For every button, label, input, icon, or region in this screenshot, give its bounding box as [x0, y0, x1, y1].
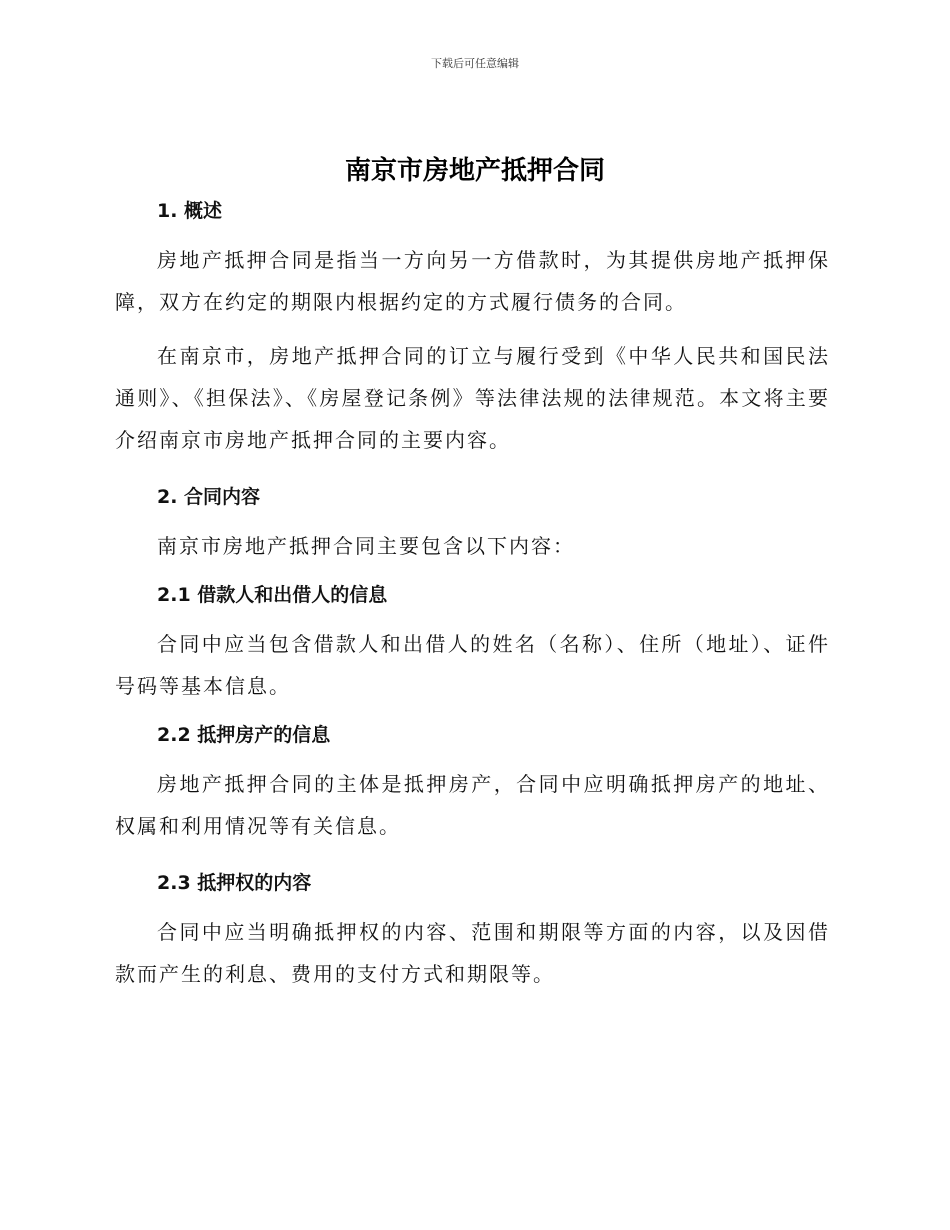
paragraph: 房地产抵押合同是指当一方向另一方借款时，为其提供房地产抵押保障，双方在约定的期限内根据约定的方式履行债务的合同。 — [115, 248, 830, 314]
section-heading-parties-info: 2.1 借款人和出借人的信息 — [157, 584, 388, 606]
document-title: 南京市房地产抵押合同 — [344, 156, 605, 186]
section-heading-property-info: 2.2 抵押房产的信息 — [157, 724, 331, 746]
document-body — [115, 195, 830, 995]
section-heading-mortgage-rights: 2.3 抵押权的内容 — [157, 872, 312, 894]
paragraph: 合同中应当明确抵押权的内容、范围和期限等方面的内容，以及因借款而产生的利息、费用的支付方式和期限等。 — [115, 920, 830, 986]
paragraph: 房地产抵押合同的主体是抵押房产，合同中应明确抵押房产的地址、权属和利用情况等有关信息。 — [115, 772, 830, 838]
section-heading-overview: 1. 概述 — [157, 200, 223, 222]
header-note: 下载后可任意编辑 — [431, 57, 519, 70]
paragraph: 南京市房地产抵押合同主要包含以下内容： — [157, 534, 575, 558]
paragraph: 合同中应当包含借款人和出借人的姓名（名称）、住所（地址）、证件号码等基本信息。 — [115, 632, 830, 698]
paragraph: 在南京市，房地产抵押合同的订立与履行受到《中华人民共和国民法通则》、《担保法》、《房屋登记条例》等法律法规的法律规范。本文将主要介绍南京市房地产抵押合同的主要内容。 — [115, 344, 830, 452]
section-heading-contract-content: 2. 合同内容 — [157, 486, 261, 508]
